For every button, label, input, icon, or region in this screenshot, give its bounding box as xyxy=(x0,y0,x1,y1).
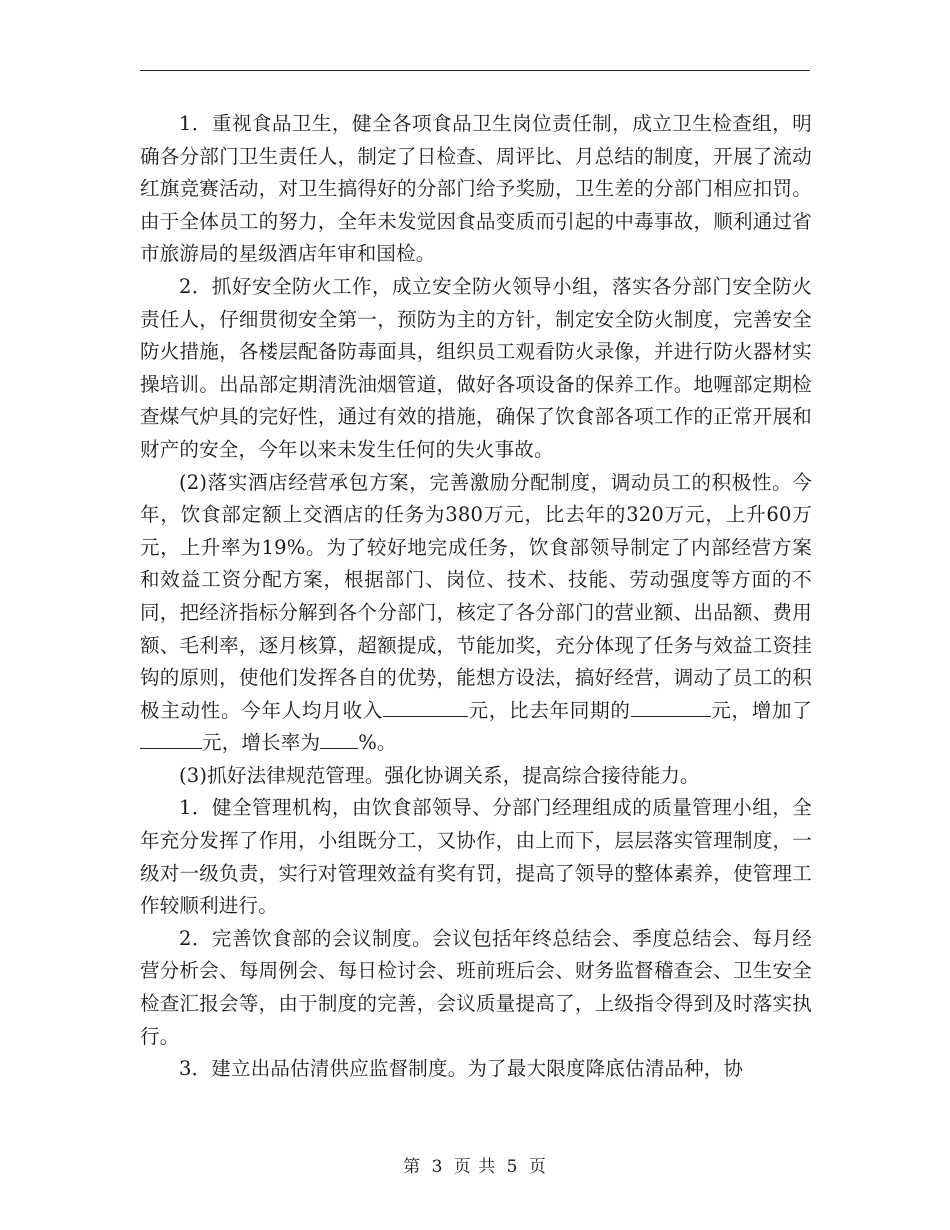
paragraph-legal-management: (3)抓好法律规范管理。强化协调关系，提高综合接待能力。 xyxy=(179,763,700,787)
footer-middle: 页 共 xyxy=(453,1157,497,1177)
footer-suffix: 页 xyxy=(528,1157,547,1177)
header-rule xyxy=(140,70,810,71)
paragraph-meeting-system: 2．完善饮食部的会议制度。会议包括年终总结会、季度总结会、每月经营分析会、每周例会、每日检讨会、班前班后会、财务监督稽查会、卫生安全检查汇报会等，由于制度的完善，会议质量提高了，上级指令得到及时落实执行。 xyxy=(140,926,812,1048)
blank-avg-income xyxy=(383,696,468,717)
blank-last-year xyxy=(631,696,711,717)
text-segment: 元，增加了 xyxy=(710,698,812,722)
footer-page-number: 3 xyxy=(431,1157,444,1177)
paragraph-fire-safety: 2．抓好安全防火工作，成立安全防火领导小组，落实各分部门安全防火责任人，仔细贯彻安全第一，预防为主的方针，制定安全防火制度，完善安全防火措施，各楼层配备防毒面具，组织员工观看防火录像，并进行防火器材实操培训。出品部定期清洗油烟管道，做好各项设备的保养工作。地喱部定期检查煤气炉具的完好性，通过有效的措施，确保了饮食部各项工作的正常开展和财产的安全，今年以来未发生任何的失火事故。 xyxy=(140,274,812,461)
footer-prefix: 第 xyxy=(403,1157,422,1177)
page-footer xyxy=(0,1152,950,1177)
blank-increase xyxy=(140,728,202,749)
text-segment: 元，比去年同期的 xyxy=(468,698,631,722)
blank-growth-rate xyxy=(320,728,358,749)
paragraph-food-hygiene: 1．重视食品卫生，健全各项食品卫生岗位责任制，成立卫生检查组，明确各分部门卫生责任人，制定了日检查、周评比、月总结的制度，开展了流动红旗竞赛活动，对卫生搞得好的分部门给予奖励，卫生差的分部门相应扣罚。由于全体员工的努力，全年未发觉因食品变质而引起的中毒事故，顺利通过省市旅游局的星级酒店年审和国检。 xyxy=(140,112,812,266)
document-body xyxy=(140,108,812,1086)
paragraph-contract-scheme xyxy=(140,467,812,760)
paragraph-supply-supervision: 3．建立出品估清供应监督制度。为了最大限度降底估清品种，协 xyxy=(179,1057,744,1081)
paragraph-management-structure: 1．健全管理机构，由饮食部领导、分部门经理组成的质量管理小组，全年充分发挥了作用，小组既分工，又协作，由上而下，层层落实管理制度，一级对一级负责，实行对管理效益有奖有罚，提高了领导的整体素养，使管理工作较顺利进行。 xyxy=(140,796,812,918)
paragraph-contract-text: (2)落实酒店经营承包方案，完善激励分配制度，调动员工的积极性。今年，饮食部定额上交酒店的任务为380万元，比去年的320万元，上升60万元，上升率为19%。为了较好地完成任务，饮食部领导制定了内部经营方案和效益工资分配方案，根据部门、岗位、技术、技能、劳动强度等方面的不同，把经济指标分解到各个分部门，核定了各分部门的营业额、出品额、费用额、毛利率，逐月核算，超额提成，节能加奖，充分体现了任务与效益工资挂钩的原则，使他们发挥各自的优势，能想方设法，搞好经营，调动了员工的积极主动性。今年人均月收入 xyxy=(140,470,812,722)
footer-total-pages: 5 xyxy=(506,1157,519,1177)
text-segment: %。 xyxy=(358,731,397,755)
text-segment: 元，增长率为 xyxy=(202,731,321,755)
